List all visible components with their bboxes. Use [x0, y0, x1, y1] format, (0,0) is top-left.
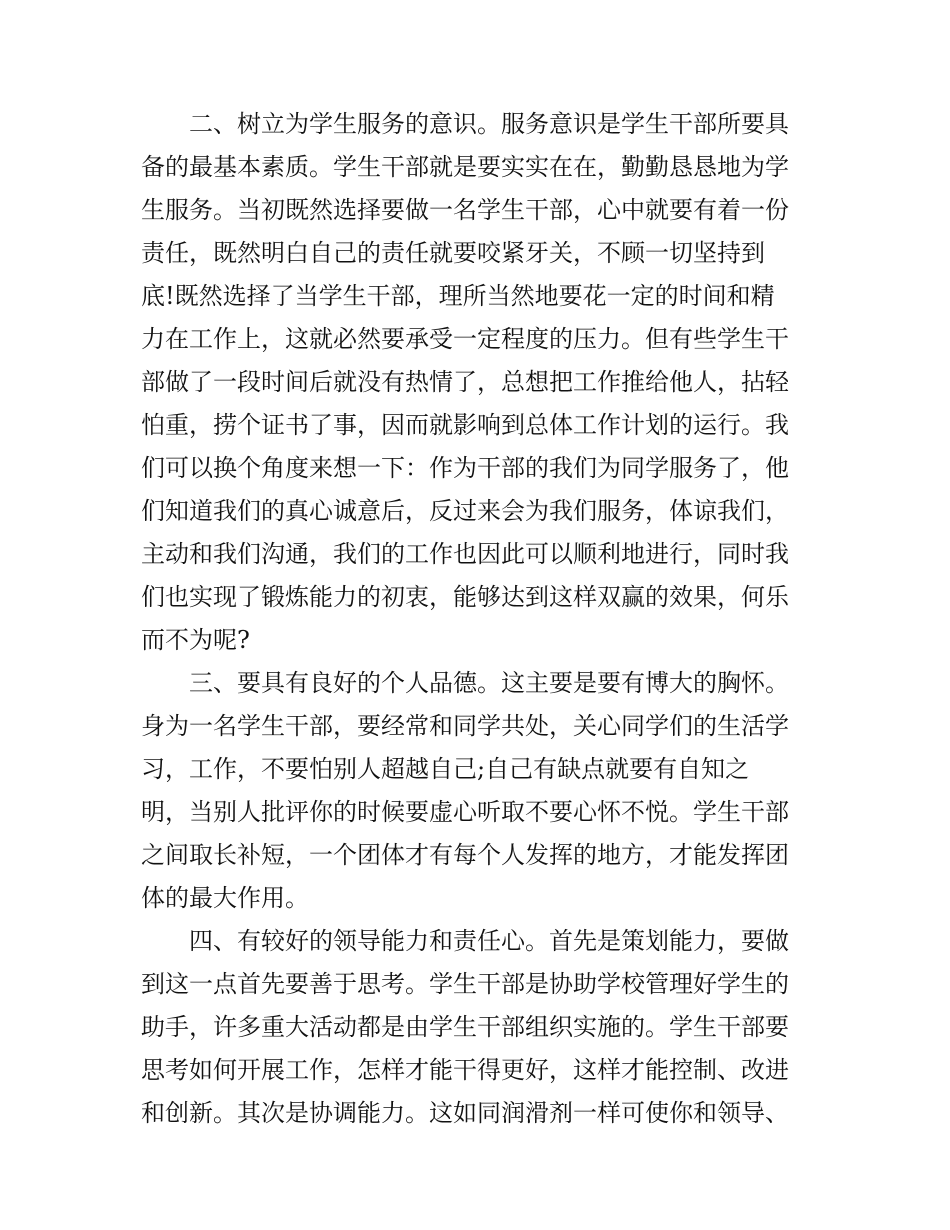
paragraph-line: 习，工作，不要怕别人超越自己;自己有缺点就要有自知之: [141, 755, 750, 783]
paragraph-service-awareness: [141, 103, 821, 662]
paragraph-line: 们也实现了锻炼能力的初衷，能够达到这样双赢的效果，何乐: [141, 583, 789, 611]
document-body: [141, 103, 821, 1135]
paragraph-line: 和创新。其次是协调能力。这如同润滑剂一样可使你和领导、: [141, 1099, 789, 1127]
paragraph-personal-character: [141, 662, 821, 920]
paragraph-line: 助手，许多重大活动都是由学生干部组织实施的。学生干部要: [141, 1013, 789, 1041]
paragraph-line: 们可以换个角度来想一下：作为干部的我们为同学服务了，他: [141, 454, 789, 482]
paragraph-line: 思考如何开展工作，怎样才能干得更好，这样才能控制、改进: [141, 1056, 789, 1084]
paragraph-leadership: [141, 920, 821, 1135]
paragraph-line: 部做了一段时间后就没有热情了，总想把工作推给他人，拈轻: [141, 368, 789, 396]
paragraph-line: 四、有较好的领导能力和责任心。首先是策划能力，要做: [189, 927, 789, 955]
paragraph-line: 之间取长补短，一个团体才有每个人发挥的地方，才能发挥团: [141, 841, 789, 869]
paragraph-line: 三、要具有良好的个人品德。这主要是要有博大的胸怀。: [189, 669, 789, 697]
paragraph-line: 体的最大作用。: [141, 884, 309, 912]
paragraph-line: 备的最基本素质。学生干部就是要实实在在，勤勤恳恳地为学: [141, 153, 789, 181]
paragraph-line: 怕重，捞个证书了事，因而就影响到总体工作计划的运行。我: [141, 411, 789, 439]
paragraph-line: 们知道我们的真心诚意后，反过来会为我们服务，体谅我们，: [141, 497, 789, 525]
paragraph-line: 明，当别人批评你的时候要虚心听取不要心怀不悦。学生干部: [141, 798, 789, 826]
paragraph-line: 力在工作上，这就必然要承受一定程度的压力。但有些学生干: [141, 325, 789, 353]
paragraph-line: 底!既然选择了当学生干部，理所当然地要花一定的时间和精: [141, 282, 775, 310]
paragraph-line: 而不为呢?: [141, 626, 250, 654]
paragraph-line: 责任，既然明白自己的责任就要咬紧牙关，不顾一切坚持到: [141, 239, 765, 267]
paragraph-line: 主动和我们沟通，我们的工作也因此可以顺利地进行，同时我: [141, 540, 789, 568]
paragraph-line: 生服务。当初既然选择要做一名学生干部，心中就要有着一份: [141, 196, 789, 224]
paragraph-line: 到这一点首先要善于思考。学生干部是协助学校管理好学生的: [141, 970, 789, 998]
paragraph-line: 身为一名学生干部，要经常和同学共处，关心同学们的生活学: [141, 712, 789, 740]
paragraph-line: 二、树立为学生服务的意识。服务意识是学生干部所要具: [189, 110, 789, 138]
